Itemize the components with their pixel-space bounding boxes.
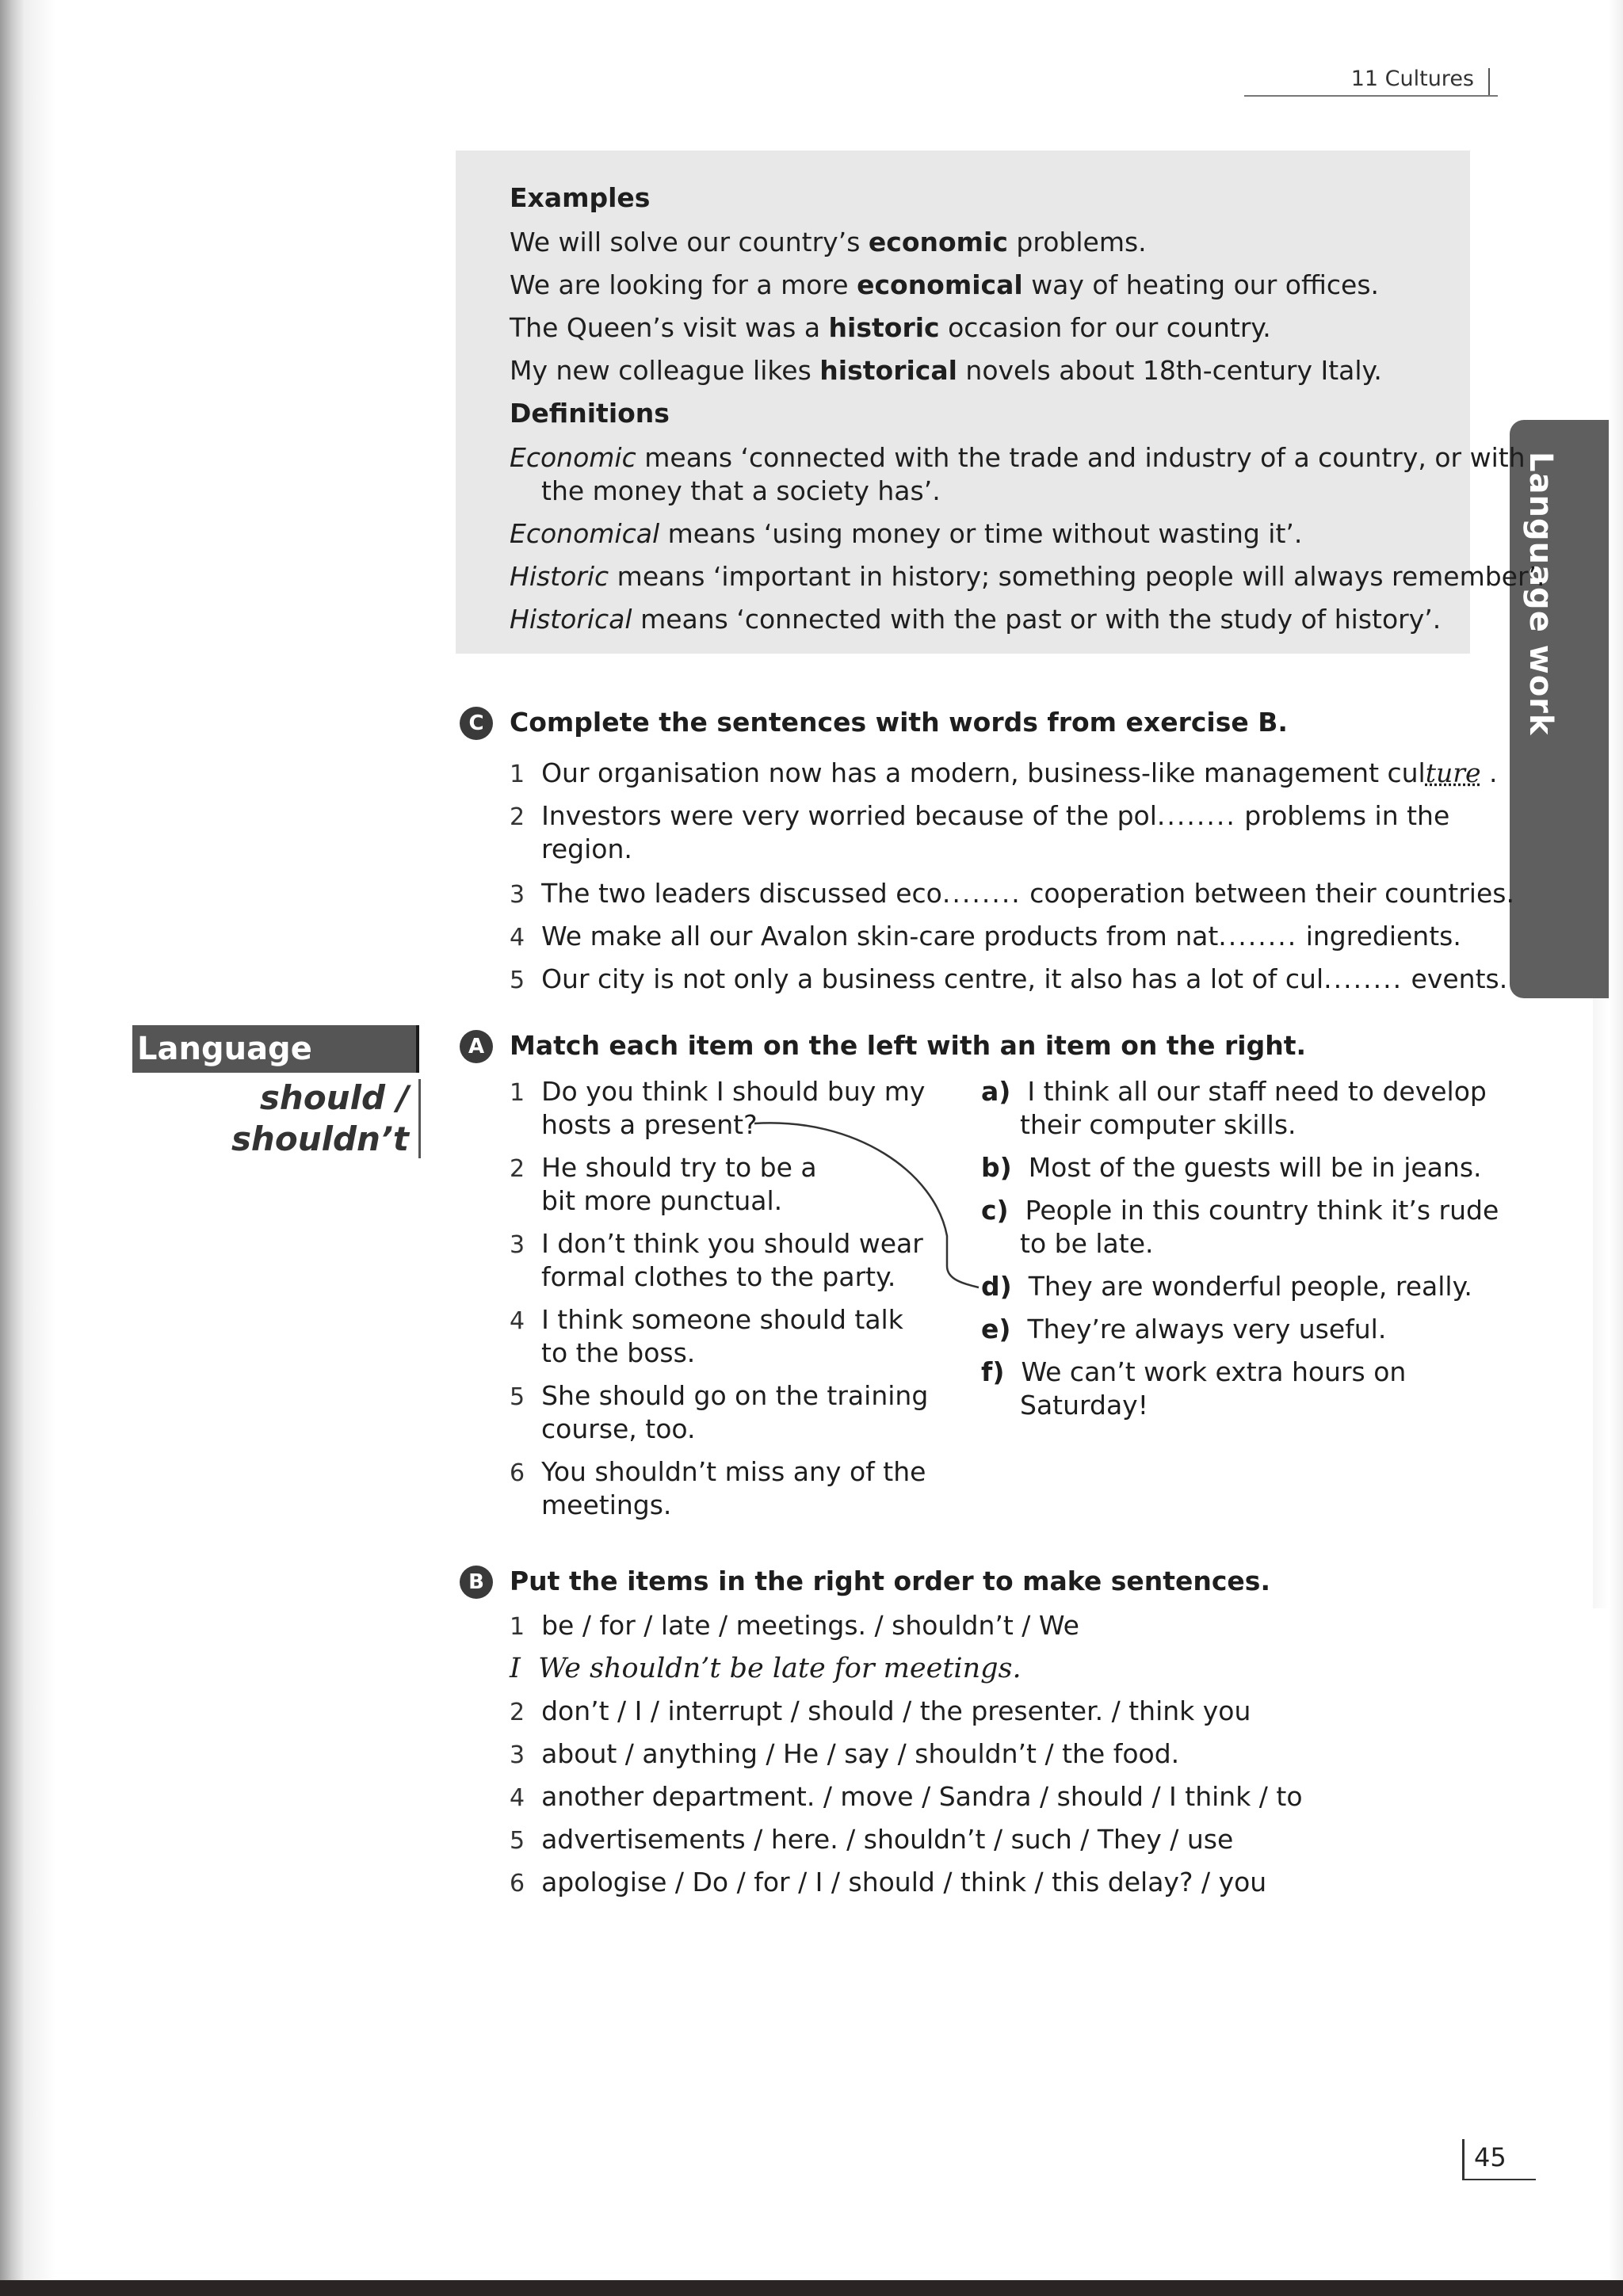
example-sentence: The Queen’s visit was a historic occasion for our country. (510, 312, 1271, 343)
exercise-b-item: 4 another department. / move / Sandra / should / I think / to (510, 1781, 1303, 1812)
language-review-topic: should / shouldn’t (231, 1078, 409, 1158)
exercise-b-item: 6 apologise / Do / for / I / should / think / this delay? / you (510, 1867, 1267, 1897)
definitions-heading: Definitions (510, 398, 670, 429)
examples-heading: Examples (510, 182, 651, 213)
page-number: 45 (1462, 2139, 1536, 2180)
definition: Economical means ‘using money or time without wasting it’. (510, 518, 1303, 549)
exercise-c-item-continued: region. (541, 833, 632, 864)
exercise-a-left-item-cont: to the boss. (541, 1337, 696, 1368)
exercise-a-right-item-cont: their computer skills. (1020, 1109, 1296, 1140)
exercise-c-badge: C (460, 707, 493, 740)
exercise-c-item: 1 Our organisation now has a modern, business-like management culture . (510, 757, 1498, 788)
exercise-a-left-item: 6 You shouldn’t miss any of the (510, 1456, 926, 1487)
exercise-c-instruction: Complete the sentences with words from exercise B. (510, 707, 1288, 738)
definition-continued: the money that a society has’. (541, 475, 941, 506)
exercise-c-item: 4 We make all our Avalon skin-care products from nat........ ingredients. (510, 921, 1461, 952)
handwritten-example-answer: I We shouldn’t be late for meetings. (510, 1653, 1022, 1684)
exercise-a-left-item-cont: course, too. (541, 1413, 696, 1444)
definition: Economic means ‘connected with the trade and industry of a country, or with (510, 442, 1526, 473)
exercise-a-left-item: 4 I think someone should talk (510, 1304, 903, 1335)
exercise-a-left-item: 2 He should try to be a (510, 1152, 817, 1183)
language-review-label: Language review (132, 1025, 419, 1073)
side-tab-label: Language work (1522, 452, 1559, 736)
exercise-a-right-item: d) They are wonderful people, really. (981, 1271, 1472, 1302)
exercise-a-badge: A (460, 1030, 493, 1063)
exercise-c-item: 5 Our city is not only a business centre, it also has a lot of cul........ events. (510, 963, 1508, 994)
exercise-b-item: 5 advertisements / here. / shouldn’t / such / They / use (510, 1824, 1234, 1855)
exercise-a-right-item: c) People in this country think it’s rude (981, 1195, 1499, 1226)
example-sentence: We will solve our country’s economic problems. (510, 227, 1147, 257)
exercise-a-right-item: b) Most of the guests will be in jeans. (981, 1152, 1482, 1183)
definition: Historic means ‘important in history; something people will always remember’. (510, 561, 1545, 592)
exercise-b-item: 2 don’t / I / interrupt / should / the presenter. / think you (510, 1695, 1251, 1726)
exercise-a-right-item-cont: Saturday! (1020, 1390, 1148, 1421)
exercise-c-item: 3 The two leaders discussed eco........ cooperation between their countries. (510, 878, 1514, 909)
running-head-text: 11 Cultures (1350, 67, 1474, 91)
exercise-a-right-item: e) They’re always very useful. (981, 1314, 1387, 1344)
handwritten-answer: ture (1425, 757, 1481, 788)
exercise-a-left-item-cont: hosts a present? (541, 1109, 758, 1140)
exercise-b-item: 1 be / for / late / meetings. / shouldn’t / We (510, 1610, 1079, 1641)
example-sentence: My new colleague likes historical novels about 18th-century Italy. (510, 355, 1382, 386)
exercise-c-item: 2 Investors were very worried because of the pol........ problems in the (510, 800, 1450, 831)
exercise-a-left-item-cont: formal clothes to the party. (541, 1261, 896, 1292)
exercise-b-badge: B (460, 1566, 493, 1599)
exercise-b-instruction: Put the items in the right order to make sentences. (510, 1566, 1270, 1596)
exercise-a-left-item: 3 I don’t think you should wear (510, 1228, 923, 1259)
exercise-a-right-item: f) We can’t work extra hours on (981, 1356, 1407, 1387)
exercise-a-left-item: 5 She should go on the training (510, 1380, 929, 1411)
exercise-a-left-item-cont: bit more punctual. (541, 1185, 783, 1216)
exercise-a-instruction: Match each item on the left with an item on the right. (510, 1030, 1307, 1061)
exercise-a-left-item: 1 Do you think I should buy my (510, 1076, 926, 1107)
exercise-b-item: 3 about / anything / He / say / shouldn’t / the food. (510, 1738, 1180, 1769)
exercise-a-right-item-cont: to be late. (1020, 1228, 1154, 1259)
exercise-a-right-item: a) I think all our staff need to develop (981, 1076, 1487, 1107)
exercise-a-left-item-cont: meetings. (541, 1489, 672, 1520)
definition: Historical means ‘connected with the past or with the study of history’. (510, 604, 1442, 635)
example-sentence: We are looking for a more economical way of heating our offices. (510, 269, 1380, 300)
